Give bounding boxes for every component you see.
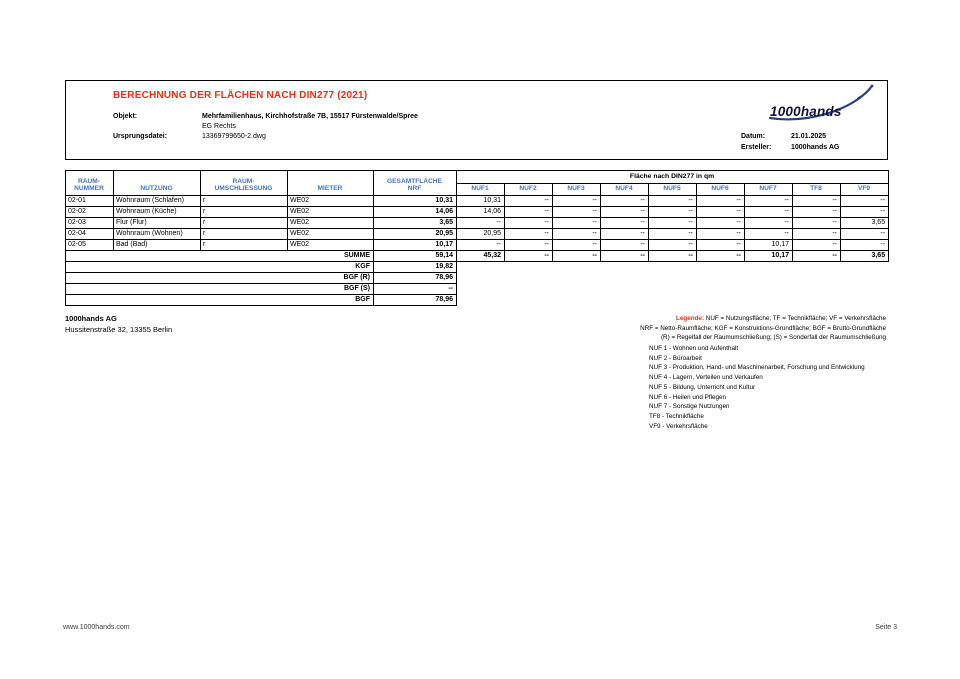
website-url: www.1000hands.com (63, 624, 130, 631)
total-label: BGF (R) (66, 273, 374, 284)
cell-vf9: 3,65 (841, 218, 889, 229)
cell-vf9: -- (841, 196, 889, 207)
cell-nuf2: -- (505, 240, 553, 251)
legend-item: NUF 3 - Produktion, Hand- und Maschinenarbeit, Forschung und Entwicklung (649, 364, 865, 372)
summe-nuf7: 10,17 (745, 251, 793, 262)
cell-nuf1: 10,31 (457, 196, 505, 207)
creator-label: Ersteller: (741, 144, 772, 151)
cell-nrf: 20,95 (374, 229, 457, 240)
cell-nuf1: 20,95 (457, 229, 505, 240)
table-row (66, 196, 889, 207)
total-value: 19,82 (374, 262, 457, 273)
cell-nuf3: -- (553, 207, 601, 218)
summe-tf8: -- (793, 251, 841, 262)
cell-nuf6: -- (697, 240, 745, 251)
page-number: Seite 3 (875, 624, 897, 631)
col-header-nuf5: NUF5 (649, 184, 697, 196)
cell-nuf2: -- (505, 218, 553, 229)
cell-mieter: WE02 (288, 207, 374, 218)
company-street: Hussitenstraße 32, 13355 Berlin (65, 325, 173, 334)
summe-row (66, 251, 889, 262)
col-header-umschl-line2: UMSCHLIESSUNG (214, 185, 273, 193)
area-span-header: Fläche nach DIN277 in qm (457, 171, 889, 184)
legend-item: NUF 2 - Büroarbeit (649, 354, 702, 362)
cell-nuf1: -- (457, 218, 505, 229)
col-header-umschl-line1: RAUM- (232, 177, 255, 185)
table-row (66, 207, 889, 218)
cell-tf8: -- (793, 240, 841, 251)
summe-label: SUMME (66, 251, 374, 262)
cell-nrf: 3,65 (374, 218, 457, 229)
col-header-mieter: MIETER (288, 171, 374, 196)
col-header-gesamtflaeche-nrf (374, 171, 457, 196)
cell-nuf2: -- (505, 229, 553, 240)
cell-raum-nummer: 02-04 (66, 229, 114, 240)
cell-nuf6: -- (697, 207, 745, 218)
total-label: BGF (S) (66, 284, 374, 295)
total-label: KGF (66, 262, 374, 273)
company-name: 1000hands AG (65, 314, 117, 323)
company-logo (766, 83, 876, 129)
areas-table (65, 170, 889, 306)
cell-umschliessung: r (201, 240, 288, 251)
cell-nuf3: -- (553, 218, 601, 229)
creator-value: 1000hands AG (791, 144, 840, 151)
cell-nuf7: -- (745, 196, 793, 207)
cell-nuf4: -- (601, 196, 649, 207)
col-header-vf9: VF9 (841, 184, 889, 196)
cell-nuf3: -- (553, 229, 601, 240)
table-row (66, 229, 889, 240)
source-file-value: 13369799650-2.dwg (202, 133, 266, 140)
col-header-raum-line2: NUMMER (74, 185, 104, 193)
total-row-bgf-r (66, 273, 889, 284)
cell-nuf6: -- (697, 229, 745, 240)
header-box (65, 80, 888, 160)
cell-nuf2: -- (505, 207, 553, 218)
cell-vf9: -- (841, 229, 889, 240)
cell-nuf5: -- (649, 229, 697, 240)
cell-umschliessung: r (201, 196, 288, 207)
cell-nuf4: -- (601, 207, 649, 218)
legend-abbreviations (466, 314, 886, 343)
total-row-bgf-s (66, 284, 889, 295)
legend-item: VF9 - Verkehrsfläche (649, 422, 708, 430)
cell-umschliessung: r (201, 218, 288, 229)
cell-vf9: -- (841, 240, 889, 251)
col-header-raum-line1: RAUM- (78, 177, 100, 185)
total-value: -- (374, 284, 457, 295)
cell-tf8: -- (793, 229, 841, 240)
legend-item: NUF 4 - Lagern, Verteilen und Verkaufen (649, 374, 763, 382)
cell-raum-nummer: 02-02 (66, 207, 114, 218)
col-header-nuf2: NUF2 (505, 184, 553, 196)
cell-nuf5: -- (649, 196, 697, 207)
cell-tf8: -- (793, 207, 841, 218)
summe-nuf3: -- (553, 251, 601, 262)
date-value: 21.01.2025 (791, 133, 827, 140)
cell-nuf7: -- (745, 229, 793, 240)
legend-line-1 (466, 314, 886, 324)
cell-umschliessung: r (201, 207, 288, 218)
cell-nutzung: Wohnraum (Schlafen) (114, 196, 201, 207)
summe-nuf1: 45,32 (457, 251, 505, 262)
cell-nuf6: -- (697, 218, 745, 229)
total-row-kgf (66, 262, 889, 273)
date-label: Datum: (741, 133, 766, 140)
cell-nuf1: -- (457, 240, 505, 251)
legend-nuf-list (649, 344, 929, 431)
cell-raum-nummer: 02-03 (66, 218, 114, 229)
legend-item: NUF 7 - Sonstige Nutzungen (649, 403, 730, 411)
summe-vf9: 3,65 (841, 251, 889, 262)
objekt-value: Mehrfamilienhaus, Kirchhofstraße 7B, 15517 Fürstenwalde/Spree (202, 113, 418, 120)
table-row (66, 240, 889, 251)
cell-nuf4: -- (601, 229, 649, 240)
cell-nuf3: -- (553, 240, 601, 251)
legend-line-1-text: NUF = Nutzungsfläche; TF = Technikfläche; VF = Verkehrsfläche (704, 315, 886, 322)
cell-nuf6: -- (697, 196, 745, 207)
table-row (66, 218, 889, 229)
cell-nuf4: -- (601, 240, 649, 251)
cell-nrf: 10,31 (374, 196, 457, 207)
cell-vf9: -- (841, 207, 889, 218)
legend-item: NUF 1 - Wohnen und Aufenthalt (649, 345, 739, 352)
total-row-bgf (66, 295, 889, 306)
cell-nutzung: Wohnraum (Wohnen) (114, 229, 201, 240)
cell-nutzung: Wohnraum (Küche) (114, 207, 201, 218)
col-header-nuf3: NUF3 (553, 184, 601, 196)
cell-raum-nummer: 02-05 (66, 240, 114, 251)
cell-umschliessung: r (201, 229, 288, 240)
cell-mieter: WE02 (288, 196, 374, 207)
cell-nuf2: -- (505, 196, 553, 207)
summe-nuf4: -- (601, 251, 649, 262)
legend-line-2: NRF = Netto-Raumfläche; KGF = Konstruktions-Grundfläche; BGF = Brutto-Grundfläche (640, 324, 886, 332)
total-value: 78,96 (374, 273, 457, 284)
cell-mieter: WE02 (288, 218, 374, 229)
company-address-block (65, 313, 172, 335)
cell-nuf5: -- (649, 207, 697, 218)
cell-tf8: -- (793, 196, 841, 207)
col-header-gesamt-line1: GESAMTFLÄCHE (387, 177, 442, 185)
col-header-tf8: TF8 (793, 184, 841, 196)
legend-item: NUF 6 - Heilen und Pflegen (649, 393, 727, 401)
col-header-nuf1: NUF1 (457, 184, 505, 196)
cell-raum-nummer: 02-01 (66, 196, 114, 207)
source-file-label: Ursprungsdatei: (113, 133, 168, 140)
col-header-nuf7: NUF7 (745, 184, 793, 196)
logo-text: 1000hands (770, 104, 842, 119)
cell-nuf5: -- (649, 218, 697, 229)
col-header-umschliessung (201, 171, 288, 196)
cell-nuf7: -- (745, 207, 793, 218)
legend-item: NUF 5 - Bildung, Unterricht und Kultur (649, 383, 756, 391)
col-header-raum-nummer (66, 171, 114, 196)
cell-mieter: WE02 (288, 240, 374, 251)
cell-nuf7: -- (745, 218, 793, 229)
summe-nrf: 59,14 (374, 251, 457, 262)
cell-nutzung: Flur (Flur) (114, 218, 201, 229)
cell-nuf7: 10,17 (745, 240, 793, 251)
cell-nuf1: 14,06 (457, 207, 505, 218)
summe-nuf6: -- (697, 251, 745, 262)
document-title: BERECHNUNG DER FLÄCHEN NACH DIN277 (2021) (113, 90, 368, 101)
col-header-nuf6: NUF6 (697, 184, 745, 196)
objekt-value-line2: EG Rechts (202, 123, 236, 130)
total-label: BGF (66, 295, 374, 306)
summe-nuf5: -- (649, 251, 697, 262)
legend-item: TF8 - Technikfläche (649, 412, 704, 420)
col-header-nutzung: NUTZUNG (114, 171, 201, 196)
col-header-nuf4: NUF4 (601, 184, 649, 196)
legend-line-3: (R) = Regelfall der Raumumschließung; (S) = Sonderfall der Raumumschließung (660, 334, 886, 342)
cell-nrf: 14,06 (374, 207, 457, 218)
summe-nuf2: -- (505, 251, 553, 262)
cell-nutzung: Bad (Bad) (114, 240, 201, 251)
cell-nuf4: -- (601, 218, 649, 229)
cell-nuf3: -- (553, 196, 601, 207)
cell-nuf5: -- (649, 240, 697, 251)
objekt-label: Objekt: (113, 113, 138, 120)
total-value: 78,96 (374, 295, 457, 306)
cell-mieter: WE02 (288, 229, 374, 240)
col-header-gesamt-line2: NRF (407, 185, 422, 193)
legend-label: Legende: (676, 315, 705, 322)
cell-tf8: -- (793, 218, 841, 229)
cell-nrf: 10,17 (374, 240, 457, 251)
